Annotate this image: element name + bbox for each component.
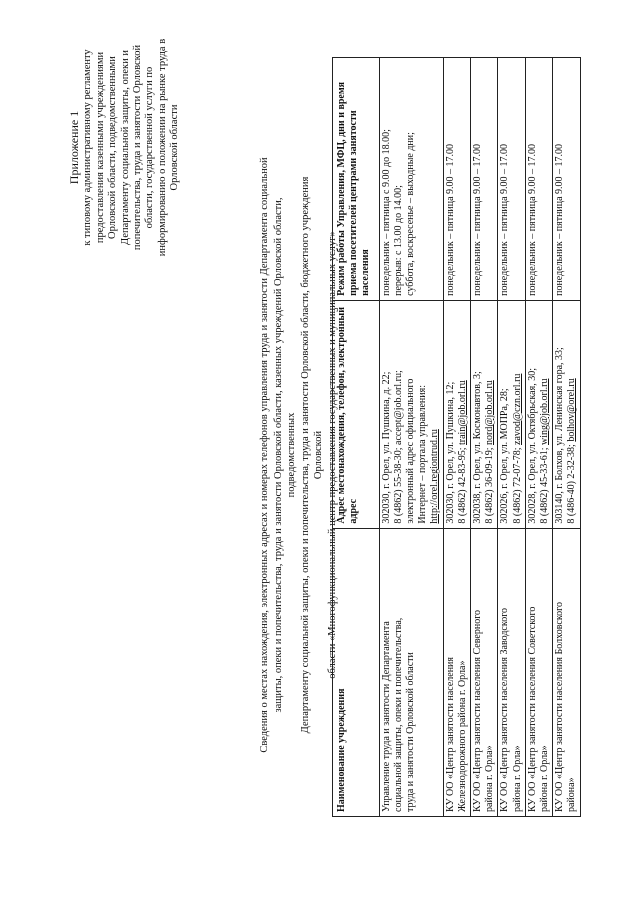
name-line: КУ ОО «Центр занятости населения Северного <box>472 609 484 812</box>
schedule-line: суббота, воскресенье – выходные дни; <box>405 132 417 296</box>
table-row <box>525 58 552 817</box>
contact-line <box>566 305 578 524</box>
name-line: труда и занятости Орловской области <box>405 652 417 812</box>
address-line: 8 (4862) 55-38-30; accept@job.orl.ru; <box>392 370 404 524</box>
appendix-line: Орловской области, подведомственными <box>107 56 119 239</box>
table-row <box>553 58 580 817</box>
address-line: электронный адрес официального <box>405 378 417 524</box>
schedule-line: понедельник – пятница с 9.00 до 18.00; <box>380 129 392 296</box>
address-line: 302038, г. Орел, ул. Космонавтов, 3; <box>472 371 484 524</box>
contact-line <box>512 305 524 524</box>
document-heading <box>258 155 340 755</box>
contact-line <box>539 305 551 524</box>
cell-address <box>379 300 443 528</box>
cell-name <box>379 528 443 816</box>
cell-name <box>443 528 470 816</box>
header-address: Адрес местонахождения, телефон, электронный адрес <box>333 300 380 528</box>
name-line: КУ ОО «Центр занятости населения Заводского <box>499 607 511 812</box>
appendix-line: к типовому административному регламенту <box>82 49 94 246</box>
phone-text: 8 (4862) 45-33-61; <box>539 447 551 524</box>
cell-schedule <box>379 58 443 301</box>
contact-line <box>457 305 469 524</box>
name-line: района» <box>566 777 578 812</box>
email-link[interactable]: nord@job.orl.ru <box>484 380 496 445</box>
phone-text: 8 (4862) 36-09-19; <box>484 447 496 524</box>
name-line: района г. Орла» <box>484 745 496 812</box>
table-row <box>498 58 525 817</box>
name-line: района г. Орла» <box>511 745 523 812</box>
name-line: КУ ОО «Центр занятости населения <box>444 656 456 812</box>
heading-line: защиты, опеки и попечительства, труда и занятости Орловской области, казенных учреждений Орловской области, подведомственных <box>272 197 298 713</box>
cell-schedule <box>553 58 580 301</box>
cell-schedule <box>471 58 498 301</box>
schedule-line: понедельник – пятница 9.00 – 17.00 <box>444 143 456 296</box>
name-line: Управление труда и занятости Департамента <box>380 621 392 812</box>
phone-text: 8 (4862) 42-83-95; <box>456 447 468 524</box>
table-row <box>471 58 498 817</box>
offices-table <box>332 57 581 817</box>
address-line: 302028, г. Орел, ул. Октябрьская, 30; <box>526 368 538 524</box>
schedule-line: понедельник – пятница 9.00 – 17.00 <box>472 143 484 296</box>
email-link[interactable]: train@job.orl.ru <box>456 380 468 445</box>
appendix-line: области, государственной услуги по <box>144 66 156 229</box>
cell-schedule <box>498 58 525 301</box>
name-line: Железнодорожного района г. Орла» <box>456 660 468 812</box>
address-line: 302030, г. Орел, ул. Пушкина, 12; <box>444 381 456 524</box>
portal-link[interactable]: http://orel.regiontrud.ru <box>429 429 441 524</box>
appendix-line: предоставления казенными учреждениями <box>94 51 106 244</box>
address-line: Интернет – портала управления: <box>417 384 429 524</box>
appendix-line: Департаменту социальной защиты, опеки и <box>119 50 131 245</box>
cell-address <box>443 300 470 528</box>
name-line: социальной защиты, опеки и попечительства, <box>392 617 404 812</box>
name-line: района г. Орла» <box>539 745 551 812</box>
contact-line <box>484 305 496 524</box>
appendix-line: попечительства, труда и занятости Орловской <box>132 44 144 251</box>
cell-schedule <box>525 58 552 301</box>
table-row <box>443 58 470 817</box>
cell-address <box>553 300 580 528</box>
address-line: 302030, г. Орел, ул. Пушкина, д. 22; <box>380 371 392 524</box>
table-row <box>379 58 443 817</box>
cell-schedule <box>443 58 470 301</box>
name-line: КУ ОО «Центр занятости населения Болховского <box>554 601 566 812</box>
cell-address <box>525 300 552 528</box>
email-link[interactable]: bolhov@orel.ru <box>566 378 578 442</box>
cell-address <box>498 300 525 528</box>
appendix-title: Приложение 1 <box>67 110 81 185</box>
cell-name <box>471 528 498 816</box>
address-line: 303140, г. Болхов, ул. Ленинская гора, 33; <box>554 347 566 524</box>
address-line: 302026, г. Орел, ул. МОПРа, 28; <box>499 388 511 524</box>
schedule-line: перерыв: с 13.00 до 14.00; <box>392 185 404 296</box>
email-link[interactable]: zavod@czn.orl.ru <box>511 373 523 445</box>
appendix-block <box>68 20 182 275</box>
phone-text: 8 (486-40) 2-32-38; <box>566 444 578 524</box>
email-link[interactable]: wing@job.orl.ru <box>539 378 551 445</box>
heading-line: области «Многофункциональный центр предоставления государственных и муниципальных услуг» <box>326 231 338 679</box>
heading-line: Департаменту социальной защиты, опеки и попечительства, труда и занятости Орловской области, бюджетного учреждения Орловской <box>299 176 325 734</box>
cell-name <box>498 528 525 816</box>
header-schedule: Режим работы Управления, МФЦ, дни и время приема посетителей центрами занятости населения <box>333 58 380 301</box>
heading-line: Сведения о местах нахождения, электронных адресах и номерах телефонов управления труда и занятости Департамента социальной <box>259 157 270 753</box>
appendix-line: информированию о положении на рынке труда в <box>156 38 168 257</box>
name-line: КУ ОО «Центр занятости населения Советского <box>526 606 538 812</box>
phone-text: 8 (4862) 72-07-78; <box>511 447 523 524</box>
schedule-line: понедельник – пятница 9.00 – 17.00 <box>499 143 511 296</box>
table-header-row <box>333 58 380 817</box>
schedule-line: понедельник – пятница 9.00 – 17.00 <box>554 143 566 296</box>
appendix-line: Орловской области <box>169 104 181 191</box>
cell-name <box>553 528 580 816</box>
schedule-line: понедельник – пятница 9.00 – 17.00 <box>526 143 538 296</box>
cell-name <box>525 528 552 816</box>
appendix-lines <box>82 20 181 275</box>
cell-address <box>471 300 498 528</box>
header-name: Наименование учреждения <box>333 528 380 816</box>
